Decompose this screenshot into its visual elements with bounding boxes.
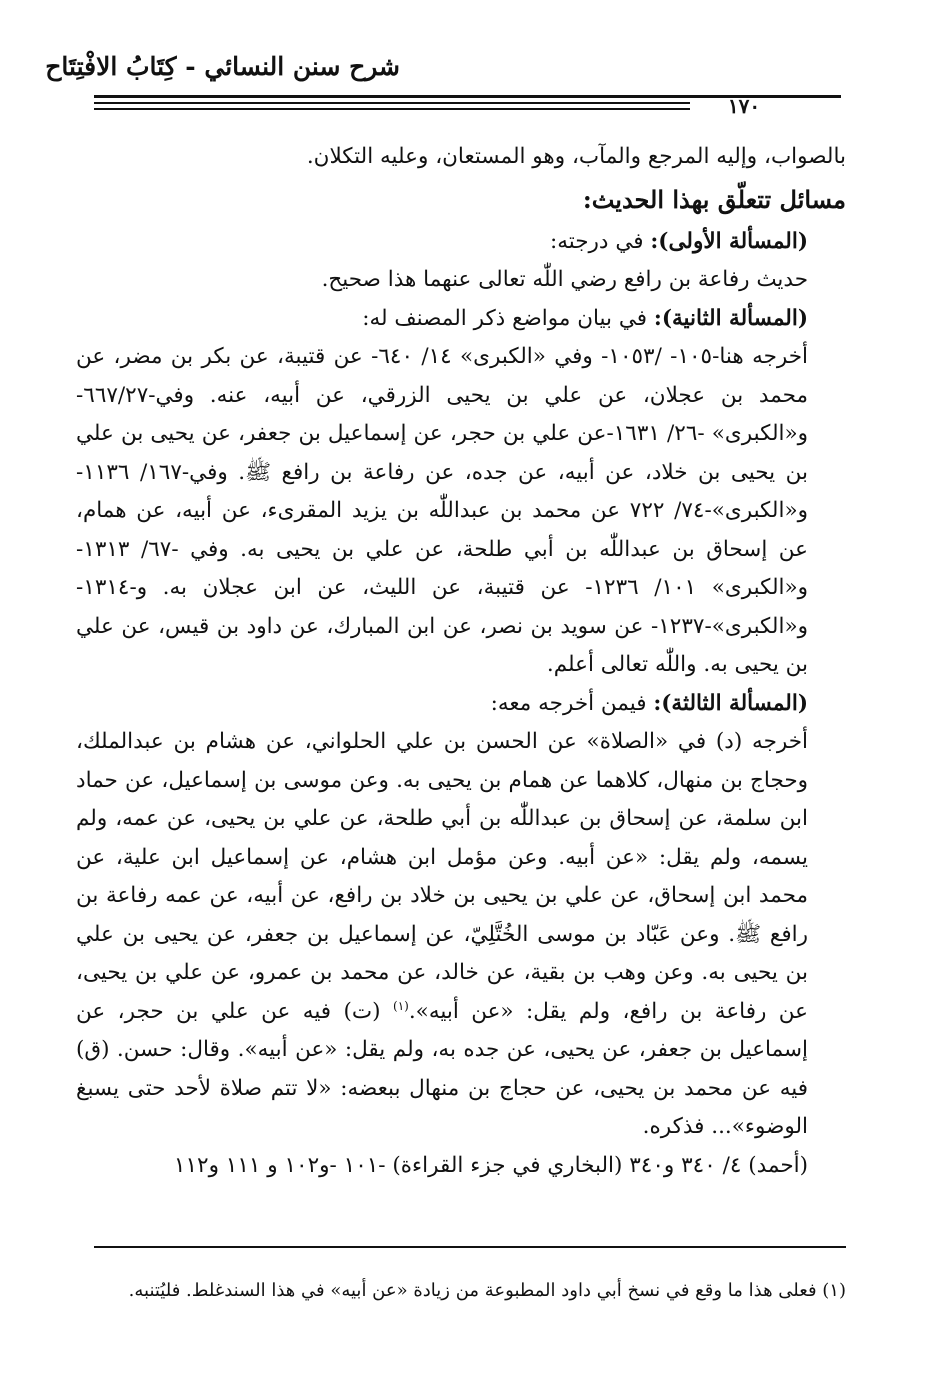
paragraph-closing: (أحمد) ٤/ ٣٤٠ و٣٤٠ (البخاري في جزء القراءة) -١٠١ -و١٠٢ و ١١١ و١١٢ xyxy=(173,1152,808,1178)
main-text xyxy=(76,138,846,1185)
issue-3-title xyxy=(76,685,846,724)
issue-1-body: حديث رفاعة بن رافع رضي اللّٰه تعالى عنهما هذا صحيح. xyxy=(321,267,808,292)
paragraph-opening: بالصواب، وإليه المرجع والمآب، وهو المستعان، وعليه التكلان. xyxy=(306,144,846,169)
footnote-marker[interactable]: (١) xyxy=(393,998,409,1013)
issue-1-subject: في درجته: xyxy=(550,228,651,254)
header-rule-thin-2 xyxy=(94,108,690,110)
issue-1-title xyxy=(76,223,846,262)
section-heading: مسائل تتعلّق بهذا الحديث: xyxy=(582,184,846,214)
issue-3-subject: فيمن أخرجه معه: xyxy=(490,690,654,716)
footnote-text: (١) فعلى هذا ما وقع في نسخ أبي داود المطبوعة من زيادة «عن أبيه» في هذا السندغلط. فليُتنبه. xyxy=(128,1280,846,1301)
issue-3-body xyxy=(76,723,846,1147)
footnote-separator xyxy=(94,1246,846,1248)
issue-2-subject: في بيان مواضع ذكر المصنف له: xyxy=(362,305,654,331)
issue-1-label: (المسألة الأولى): xyxy=(650,228,808,254)
header-rule-thin-1 xyxy=(94,102,690,104)
issue-3-label: (المسألة الثالثة): xyxy=(653,690,808,716)
issue-3-body-part-b: (ت) فيه عن علي بن حجر، عن إسماعيل بن جعفر، عن يحيى، عن جده به، ولم يقل: «عن أبيه». وقال: حسن. (ق) فيه عن محمد بن يحيى، عن حجاج بن منهال ببعضه: «لا تتم صلاة لأحد حتى يسبغ الوضوء»... فذكره. xyxy=(76,998,808,1139)
issue-2-body: أخرجه هنا-١٠٥- /١٠٥٣- وفي «الكبرى» ١٤/ ٦٤٠- عن قتيبة، عن بكر بن مضر، عن محمد بن عجلان، عن علي بن يحيى الزرقي، عن أبيه، عنه. وفي-٦٦٧/٢٧- و«الكبرى» -٢٦/ ١٦٣١-عن علي بن حجر، عن إسماعيل بن جعفر، عن يحيى بن علي بن يحيى بن خلاد، عن أبيه، عن جده، عن رفاعة بن رافع ﷺ. وفي-١٦٧/ ١١٣٦- و«الكبرى»-٧٤/ ٧٢٢ عن محمد بن عبداللّٰه بن يزيد المقرىء، عن أبيه، عن همام، عن إسحاق بن عبداللّٰه بن أبي طلحة، عن علي بن يحيى به. وفي -٦٧/ ١٣١٣- و«الكبرى» ١٠١/ ١٢٣٦- عن قتيبة، عن الليث، عن ابن عجلان به. و-١٣١٤- و«الكبرى»-١٢٣٧- عن سويد بن نصر، عن ابن المبارك، عن داود بن قيس، عن علي بن يحيى به. واللّٰه تعالى أعلم. xyxy=(76,344,809,677)
issue-2-label: (المسألة الثانية): xyxy=(653,305,808,331)
issue-3-body-part-a: أخرجه (د) في «الصلاة» عن الحسن بن علي الحلواني، عن هشام بن عبدالملك، وحجاج بن منهال، كلاهما عن همام بن يحيى به. وعن موسى بن إسماعيل، عن حماد ابن سلمة، عن إسحاق بن عبداللّٰه بن أبي طلحة، عن علي بن يحيى، عن عمه، ولم يسمه، ولم يقل: «عن أبيه. وعن مؤمل ابن هشام، عن إسماعيل ابن علية، عن محمد ابن إسحاق، عن علي بن يحيى بن خلاد بن رافع، عن أبيه، عن عمه رفاعة بن رافع ﷺ. وعن عَبّاد بن موسى الخُتَّلِيّ، عن إسماعيل بن جعفر، عن يحيى بن علي بن يحيى به. وعن وهب بن بقية، عن خالد، عن محمد بن عمرو، عن علي بن يحيى، عن رفاعة بن رافع، ولم يقل: «عن أبيه». xyxy=(76,729,808,1024)
issue-2-title xyxy=(76,300,846,339)
running-header-title: شرح سنن النسائي - كِتَابُ الافْتِتَاح xyxy=(45,52,400,81)
page-number: ١٧٠ xyxy=(727,94,761,118)
